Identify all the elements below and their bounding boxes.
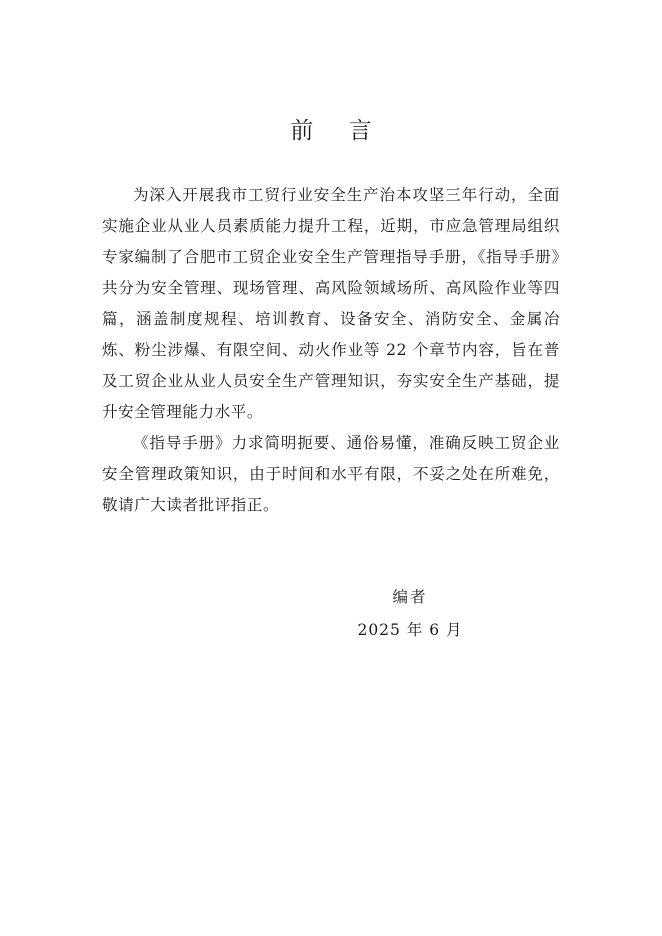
body-text — [102, 180, 560, 521]
page-title: 前 言 — [290, 118, 386, 144]
signature-date: 2025 年 6 月 — [357, 621, 463, 639]
signature-author: 编者 — [392, 588, 428, 606]
paragraph-1: 为深入开展我市工贸行业安全生产治本攻坚三年行动，全面实施企业从业人员素质能力提升工程，近期，市应急管理局组织专家编制了合肥市工贸企业安全生产管理指导手册，《指导手册》共分为安全管理、现场管理、高风险领域场所、高风险作业等四篇，涵盖制度规程、培训教育、设备安全、消防安全、金属冶炼、粉尘涉爆、有限空间、动火作业等 22 个章节内容，旨在普及工贸企业从业人员安全生产管理知识，夯实安全生产基础，提升安全管理能力水平。 — [102, 186, 560, 421]
paragraph-2: 《指导手册》力求简明扼要、通俗易懂，准确反映工贸企业安全管理政策知识，由于时间和水平有限，不妥之处在所难免，敬请广大读者批评指正。 — [102, 434, 560, 514]
